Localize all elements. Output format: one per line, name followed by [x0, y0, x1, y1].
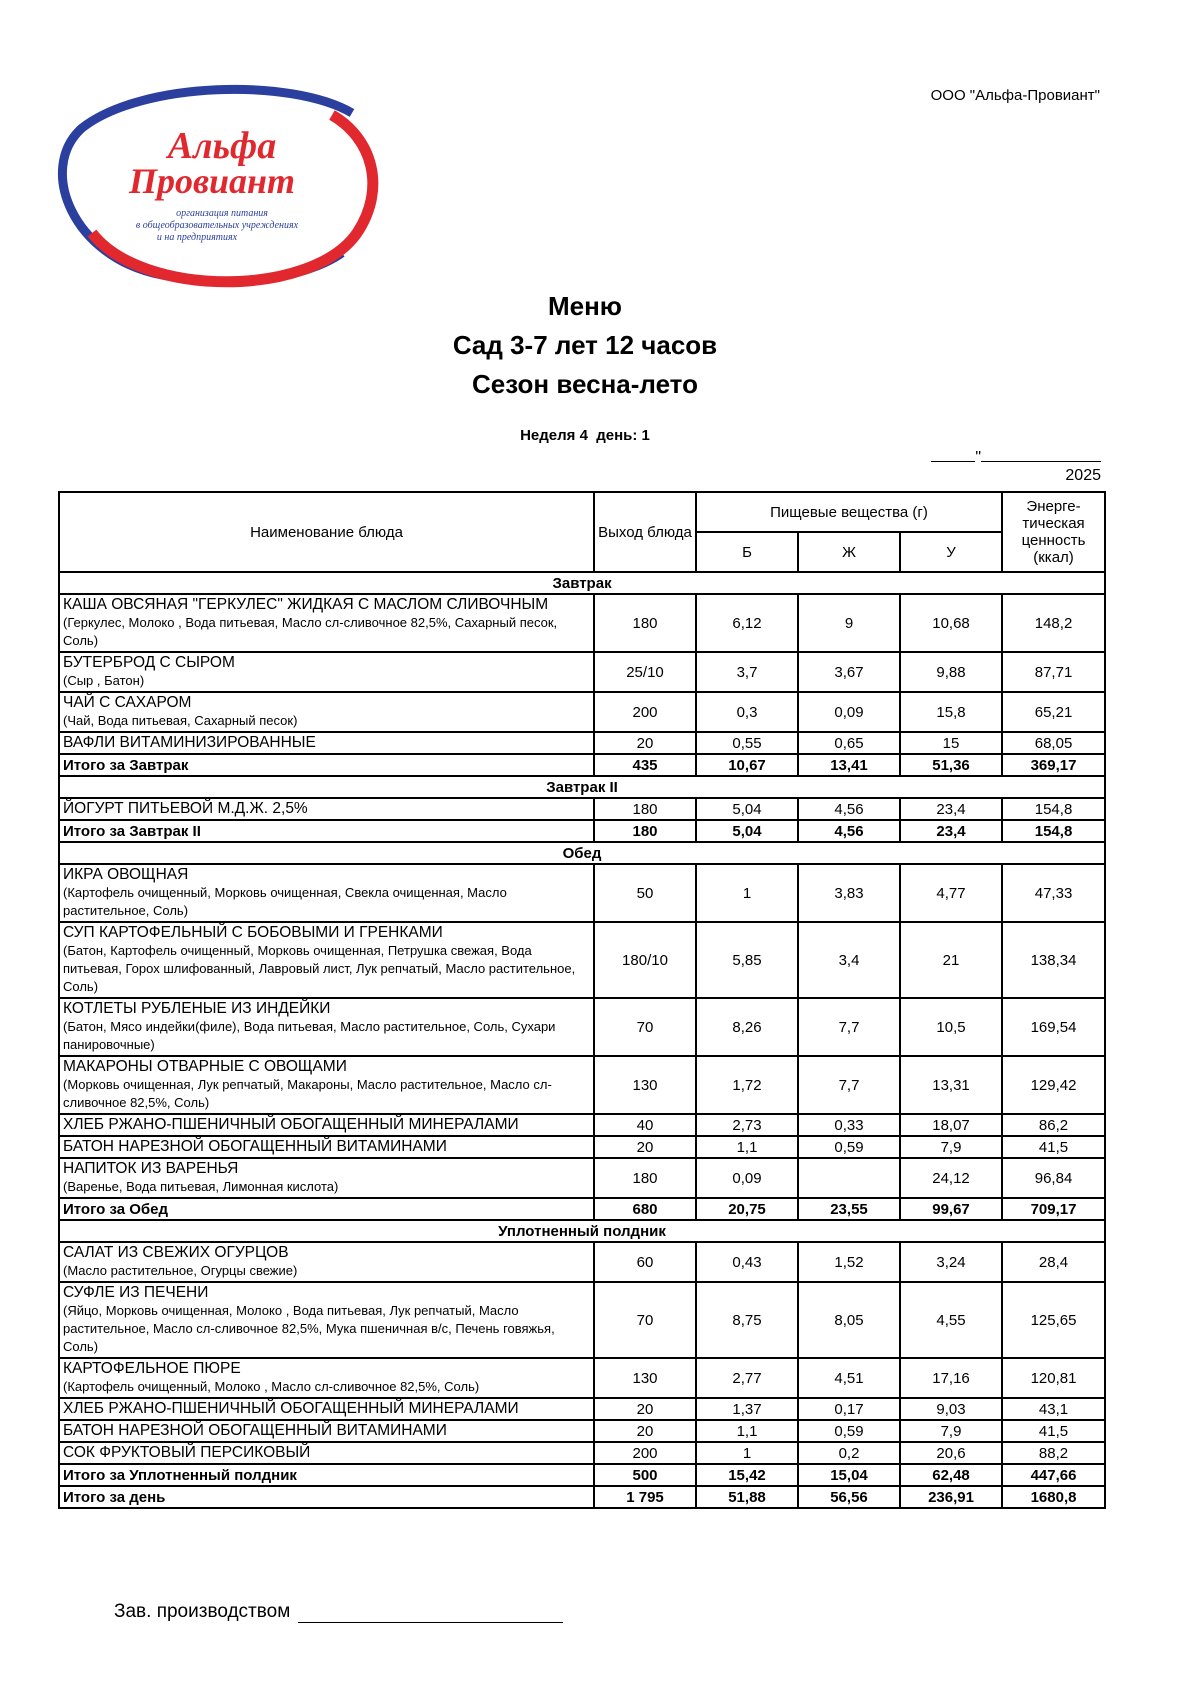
- dish-kcal: 47,33: [1002, 864, 1105, 922]
- section-title: Уплотненный полдник: [59, 1220, 1105, 1242]
- total-label: Итого за Завтрак II: [59, 820, 594, 842]
- dish-ingredients: (Морковь очищенная, Лук репчатый, Макароны, Масло растительное, Масло сл-сливочное 82,5%, Соль): [63, 1077, 552, 1110]
- dish-u: 4,77: [900, 864, 1002, 922]
- day-total-u: 236,91: [900, 1486, 1002, 1508]
- dish-yield: 180: [594, 594, 696, 652]
- total-zh: 23,55: [798, 1198, 900, 1220]
- dish-zh: 9: [798, 594, 900, 652]
- dish-cell: [59, 864, 594, 922]
- dish-cell: [59, 1442, 594, 1464]
- dish-kcal: 169,54: [1002, 998, 1105, 1056]
- total-u: 23,4: [900, 820, 1002, 842]
- section-header: [59, 572, 1105, 594]
- dish-zh: 0,65: [798, 732, 900, 754]
- dish-u: 7,9: [900, 1420, 1002, 1442]
- dish-row: [59, 1114, 1105, 1136]
- dish-name: СОК ФРУКТОВЫЙ ПЕРСИКОВЫЙ: [63, 1444, 311, 1461]
- dish-b: 6,12: [696, 594, 798, 652]
- total-zh: 15,04: [798, 1464, 900, 1486]
- menu-table: [58, 491, 1106, 1509]
- dish-zh: 0,59: [798, 1136, 900, 1158]
- total-u: 51,36: [900, 754, 1002, 776]
- company-logo: [52, 83, 392, 293]
- dish-name: БАТОН НАРЕЗНОЙ ОБОГАЩЕННЫЙ ВИТАМИНАМИ: [63, 1422, 447, 1439]
- total-kcal: 369,17: [1002, 754, 1105, 776]
- footer-label: Зав. производством: [114, 1601, 291, 1622]
- dish-row: [59, 1442, 1105, 1464]
- dish-u: 3,24: [900, 1242, 1002, 1282]
- dish-row: [59, 998, 1105, 1056]
- dish-name: ИКРА ОВОЩНАЯ: [63, 866, 189, 883]
- dish-ingredients: (Варенье, Вода питьевая, Лимонная кислота): [63, 1179, 339, 1194]
- dish-row: [59, 1398, 1105, 1420]
- section-title: Обед: [59, 842, 1105, 864]
- total-b: 5,04: [696, 820, 798, 842]
- dish-name: БАТОН НАРЕЗНОЙ ОБОГАЩЕННЫЙ ВИТАМИНАМИ: [63, 1138, 447, 1155]
- dish-name: КАША ОВСЯНАЯ "ГЕРКУЛЕС" ЖИДКАЯ С МАСЛОМ СЛИВОЧНЫМ: [63, 596, 549, 613]
- dish-row: [59, 652, 1105, 692]
- day-total-yield: 1 795: [594, 1486, 696, 1508]
- dish-b: 1: [696, 1442, 798, 1464]
- total-yield: 680: [594, 1198, 696, 1220]
- dish-kcal: 138,34: [1002, 922, 1105, 998]
- dish-kcal: 28,4: [1002, 1242, 1105, 1282]
- total-kcal: 154,8: [1002, 820, 1105, 842]
- dish-cell: [59, 1398, 594, 1420]
- dish-name: СУП КАРТОФЕЛЬНЫЙ С БОБОВЫМИ И ГРЕНКАМИ: [63, 924, 443, 941]
- dish-name: ВАФЛИ ВИТАМИНИЗИРОВАННЫЕ: [63, 734, 316, 751]
- dish-row: [59, 1420, 1105, 1442]
- dish-kcal: 125,65: [1002, 1282, 1105, 1358]
- dish-u: 21: [900, 922, 1002, 998]
- dish-b: 1: [696, 864, 798, 922]
- total-b: 20,75: [696, 1198, 798, 1220]
- total-kcal: 447,66: [1002, 1464, 1105, 1486]
- dish-u: 20,6: [900, 1442, 1002, 1464]
- dish-yield: 180: [594, 1158, 696, 1198]
- dish-yield: 60: [594, 1242, 696, 1282]
- dish-row: [59, 798, 1105, 820]
- dish-b: 1,1: [696, 1136, 798, 1158]
- dish-u: 7,9: [900, 1136, 1002, 1158]
- svg-text:Альфа: Альфа: [167, 125, 277, 167]
- title-line-1: Меню: [547, 291, 623, 321]
- dish-row: [59, 1056, 1105, 1114]
- dish-cell: [59, 1358, 594, 1398]
- dish-row: [59, 864, 1105, 922]
- dish-cell: [59, 594, 594, 652]
- title-line-2: Сад 3-7 лет 12 часов: [452, 330, 718, 360]
- svg-text:и на предприятиях: и на предприятиях: [156, 232, 238, 243]
- dish-cell: [59, 1158, 594, 1198]
- dish-ingredients: (Батон, Картофель очищенный, Морковь очищенная, Петрушка свежая, Вода питьевая, Горох шлифованный, Лавровый лист, Лук репчатый, Масло растительное, Соль): [63, 943, 576, 994]
- header-protein: Б: [696, 532, 798, 572]
- dish-row: [59, 1358, 1105, 1398]
- section-header: [59, 1220, 1105, 1242]
- dish-b: 5,04: [696, 798, 798, 820]
- dish-ingredients: (Масло растительное, Огурцы свежие): [63, 1263, 298, 1278]
- dish-u: 23,4: [900, 798, 1002, 820]
- dish-zh: 4,51: [798, 1358, 900, 1398]
- dish-yield: 70: [594, 1282, 696, 1358]
- dish-b: 0,3: [696, 692, 798, 732]
- dish-yield: 20: [594, 1420, 696, 1442]
- dish-name: БУТЕРБРОД С СЫРОМ: [63, 654, 235, 671]
- dish-kcal: 68,05: [1002, 732, 1105, 754]
- svg-text:организация питания: организация питания: [176, 208, 268, 219]
- dish-name: КОТЛЕТЫ РУБЛЕНЫЕ ИЗ ИНДЕЙКИ: [63, 1000, 331, 1017]
- dish-name: КАРТОФЕЛЬНОЕ ПЮРЕ: [63, 1360, 241, 1377]
- dish-u: 9,88: [900, 652, 1002, 692]
- dish-name: ЙОГУРТ ПИТЬЕВОЙ М.Д.Ж. 2,5%: [63, 800, 308, 817]
- dish-yield: 70: [594, 998, 696, 1056]
- dish-ingredients: (Чай, Вода питьевая, Сахарный песок): [63, 713, 298, 728]
- total-zh: 13,41: [798, 754, 900, 776]
- day-total-label: Итого за день: [59, 1486, 594, 1508]
- dish-b: 0,09: [696, 1158, 798, 1198]
- dish-yield: 25/10: [594, 652, 696, 692]
- dish-row: [59, 922, 1105, 998]
- dish-cell: [59, 1056, 594, 1114]
- date-day-blank: [931, 447, 975, 462]
- dish-u: 15,8: [900, 692, 1002, 732]
- dish-ingredients: (Батон, Мясо индейки(филе), Вода питьевая, Масло растительное, Соль, Сухари панировочные): [63, 1019, 556, 1052]
- dish-zh: 3,67: [798, 652, 900, 692]
- dish-cell: [59, 1242, 594, 1282]
- dish-yield: 40: [594, 1114, 696, 1136]
- dish-b: 5,85: [696, 922, 798, 998]
- dish-yield: 20: [594, 1398, 696, 1420]
- header-fat: Ж: [798, 532, 900, 572]
- section-header: [59, 776, 1105, 798]
- dish-row: [59, 1158, 1105, 1198]
- menu-body: [59, 572, 1105, 1508]
- dish-kcal: 43,1: [1002, 1398, 1105, 1420]
- dish-cell: [59, 922, 594, 998]
- dish-b: 1,1: [696, 1420, 798, 1442]
- total-b: 10,67: [696, 754, 798, 776]
- date-quote: ": [975, 449, 981, 466]
- dish-zh: 3,4: [798, 922, 900, 998]
- dish-zh: 0,09: [798, 692, 900, 732]
- dish-kcal: 154,8: [1002, 798, 1105, 820]
- total-b: 15,42: [696, 1464, 798, 1486]
- total-label: Итого за Обед: [59, 1198, 594, 1220]
- week-day: Неделя 4 день: 1: [520, 427, 650, 444]
- dish-row: [59, 732, 1105, 754]
- total-yield: 180: [594, 820, 696, 842]
- header-name: Наименование блюда: [59, 492, 594, 572]
- dish-u: 24,12: [900, 1158, 1002, 1198]
- dish-ingredients: (Картофель очищенный, Молоко , Масло сл-сливочное 82,5%, Соль): [63, 1379, 480, 1394]
- dish-cell: [59, 1420, 594, 1442]
- day-total-row: [59, 1486, 1105, 1508]
- dish-zh: 3,83: [798, 864, 900, 922]
- dish-cell: [59, 692, 594, 732]
- svg-text:в общеобразовательных учрежден: в общеобразовательных учреждениях: [135, 220, 299, 231]
- day-total-kcal: 1680,8: [1002, 1486, 1105, 1508]
- dish-kcal: 41,5: [1002, 1136, 1105, 1158]
- dish-u: 13,31: [900, 1056, 1002, 1114]
- footer: [114, 1601, 563, 1623]
- dish-u: 17,16: [900, 1358, 1002, 1398]
- dish-ingredients: (Геркулес, Молоко , Вода питьевая, Масло сл-сливочное 82,5%, Сахарный песок, Соль): [63, 615, 558, 648]
- dish-yield: 130: [594, 1056, 696, 1114]
- dish-b: 2,73: [696, 1114, 798, 1136]
- total-u: 62,48: [900, 1464, 1002, 1486]
- date-line: [896, 447, 1101, 485]
- dish-ingredients: (Яйцо, Морковь очищенная, Молоко , Вода питьевая, Лук репчатый, Масло растительное, Масло сл-сливочное 82,5%, Мука пшеничная в/с, Печень говяжья, Соль): [63, 1303, 555, 1354]
- header-nutrients: Пищевые вещества (г): [696, 492, 1002, 532]
- dish-kcal: 87,71: [1002, 652, 1105, 692]
- dish-name: ХЛЕБ РЖАНО-ПШЕНИЧНЫЙ ОБОГАЩЕННЫЙ МИНЕРАЛАМИ: [63, 1116, 519, 1133]
- dish-cell: [59, 732, 594, 754]
- dish-zh: 0,33: [798, 1114, 900, 1136]
- dish-row: [59, 1242, 1105, 1282]
- dish-zh: 4,56: [798, 798, 900, 820]
- header-energy: Энерге-тическая ценность (ккал): [1002, 492, 1105, 572]
- dish-zh: 0,2: [798, 1442, 900, 1464]
- dish-yield: 200: [594, 1442, 696, 1464]
- section-total-row: [59, 1464, 1105, 1486]
- dish-yield: 130: [594, 1358, 696, 1398]
- dish-yield: 180: [594, 798, 696, 820]
- dish-b: 8,26: [696, 998, 798, 1056]
- total-u: 99,67: [900, 1198, 1002, 1220]
- dish-b: 1,72: [696, 1056, 798, 1114]
- header-carbs: У: [900, 532, 1002, 572]
- dish-cell: [59, 1282, 594, 1358]
- date-year: 2025: [1065, 467, 1101, 484]
- dish-row: [59, 594, 1105, 652]
- dish-kcal: 96,84: [1002, 1158, 1105, 1198]
- day-total-zh: 56,56: [798, 1486, 900, 1508]
- dish-name: МАКАРОНЫ ОТВАРНЫЕ С ОВОЩАМИ: [63, 1058, 347, 1075]
- dish-name: НАПИТОК ИЗ ВАРЕНЬЯ: [63, 1160, 239, 1177]
- dish-yield: 20: [594, 1136, 696, 1158]
- dish-name: ХЛЕБ РЖАНО-ПШЕНИЧНЫЙ ОБОГАЩЕННЫЙ МИНЕРАЛАМИ: [63, 1400, 519, 1417]
- day-total-b: 51,88: [696, 1486, 798, 1508]
- dish-zh: 0,59: [798, 1420, 900, 1442]
- dish-b: 8,75: [696, 1282, 798, 1358]
- dish-u: 10,68: [900, 594, 1002, 652]
- dish-zh: 7,7: [798, 1056, 900, 1114]
- dish-kcal: 86,2: [1002, 1114, 1105, 1136]
- dish-u: 4,55: [900, 1282, 1002, 1358]
- dish-cell: [59, 652, 594, 692]
- dish-name: СУФЛЕ ИЗ ПЕЧЕНИ: [63, 1284, 209, 1301]
- total-zh: 4,56: [798, 820, 900, 842]
- dish-kcal: 129,42: [1002, 1056, 1105, 1114]
- section-total-row: [59, 820, 1105, 842]
- dish-cell: [59, 1136, 594, 1158]
- section-total-row: [59, 754, 1105, 776]
- section-header: [59, 842, 1105, 864]
- dish-name: САЛАТ ИЗ СВЕЖИХ ОГУРЦОВ: [63, 1244, 289, 1261]
- dish-u: 9,03: [900, 1398, 1002, 1420]
- dish-kcal: 148,2: [1002, 594, 1105, 652]
- svg-text:Провиант: Провиант: [128, 161, 296, 201]
- header-yield: Выход блюда: [594, 492, 696, 572]
- dish-yield: 20: [594, 732, 696, 754]
- dish-u: 15: [900, 732, 1002, 754]
- dish-cell: [59, 798, 594, 820]
- dish-ingredients: (Картофель очищенный, Морковь очищенная, Свекла очищенная, Масло растительное, Соль): [63, 885, 507, 918]
- dish-zh: [798, 1158, 900, 1198]
- total-yield: 500: [594, 1464, 696, 1486]
- title-line-3: Сезон весна-лето: [472, 369, 698, 399]
- section-total-row: [59, 1198, 1105, 1220]
- dish-kcal: 65,21: [1002, 692, 1105, 732]
- dish-cell: [59, 1114, 594, 1136]
- total-kcal: 709,17: [1002, 1198, 1105, 1220]
- dish-b: 0,43: [696, 1242, 798, 1282]
- dish-b: 3,7: [696, 652, 798, 692]
- dish-kcal: 41,5: [1002, 1420, 1105, 1442]
- dish-b: 1,37: [696, 1398, 798, 1420]
- dish-kcal: 120,81: [1002, 1358, 1105, 1398]
- total-yield: 435: [594, 754, 696, 776]
- dish-zh: 8,05: [798, 1282, 900, 1358]
- company-name: ООО "Альфа-Провиант": [930, 87, 1100, 104]
- dish-yield: 50: [594, 864, 696, 922]
- total-label: Итого за Уплотненный полдник: [59, 1464, 594, 1486]
- section-title: Завтрак II: [59, 776, 1105, 798]
- page-title: [300, 287, 870, 404]
- dish-row: [59, 1136, 1105, 1158]
- dish-zh: 0,17: [798, 1398, 900, 1420]
- date-month-blank: [981, 447, 1101, 462]
- total-label: Итого за Завтрак: [59, 754, 594, 776]
- dish-b: 0,55: [696, 732, 798, 754]
- dish-cell: [59, 998, 594, 1056]
- dish-yield: 200: [594, 692, 696, 732]
- dish-u: 10,5: [900, 998, 1002, 1056]
- dish-u: 18,07: [900, 1114, 1002, 1136]
- dish-row: [59, 1282, 1105, 1358]
- dish-yield: 180/10: [594, 922, 696, 998]
- dish-b: 2,77: [696, 1358, 798, 1398]
- dish-zh: 1,52: [798, 1242, 900, 1282]
- dish-kcal: 88,2: [1002, 1442, 1105, 1464]
- dish-name: ЧАЙ С САХАРОМ: [63, 694, 192, 711]
- dish-row: [59, 692, 1105, 732]
- dish-zh: 7,7: [798, 998, 900, 1056]
- logo-graphic: [52, 83, 392, 293]
- section-title: Завтрак: [59, 572, 1105, 594]
- signature-line: [298, 1602, 563, 1623]
- dish-ingredients: (Сыр , Батон): [63, 673, 145, 688]
